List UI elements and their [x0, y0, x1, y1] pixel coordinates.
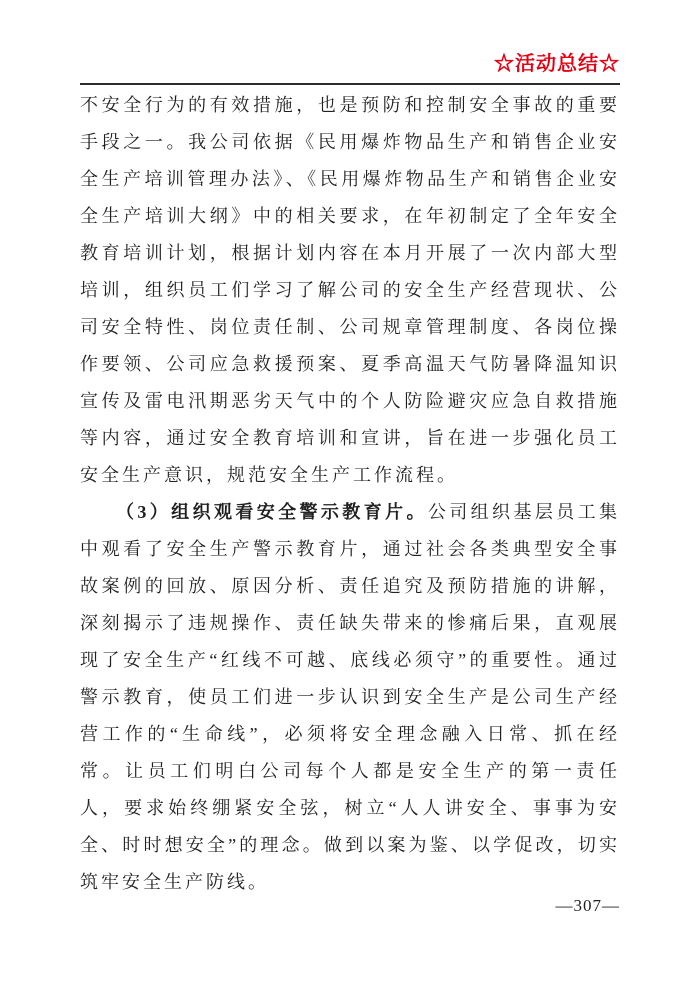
paragraph-2-text: 公司组织基层员工集中观看了安全生产警示教育片，通过社会各类典型安全事故案例的回放、原因分析、责任追究及预防措施的讲解，深刻揭示了违规操作、责任缺失带来的惨痛后果，直观展现了安全生产“红线不可越、底线必须守”的重要性。通过警示教育，使员工们进一步认识到安全生产是公司生产经营工作的“生命线”，必须将安全理念融入日常、抓在经常。让员工们明白公司每个人都是安全生产的第一责任人，要求始终绷紧安全弦，树立“人人讲安全、事事为安全、时时想安全”的理念。做到以案为鉴、以学促改，切实筑牢安全生产防线。 [80, 502, 621, 892]
page-number: —307— [555, 896, 620, 915]
content-area [80, 48, 620, 901]
page-header-title: ☆活动总结☆ [80, 48, 620, 85]
body-paragraph-1: 不安全行为的有效措施，也是预防和控制安全事故的重要手段之一。我公司依据《民用爆炸物品生产和销售企业安全生产培训管理办法》、《民用爆炸物品生产和销售企业安全生产培训大纲》中的相关要求，在年初制定了全年安全教育培训计划，根据计划内容在本月开展了一次内部大型培训，组织员工们学习了解公司的安全生产经营现状、公司安全特性、岗位责任制、公司规章管理制度、各岗位操作要领、公司应急救援预案、夏季高温天气防暑降温知识宣传及雷电汛期恶劣天气中的个人防险避灾应急自救措施等内容，通过安全教育培训和宣讲，旨在进一步强化员工安全生产意识，规范安全生产工作流程。 [80, 95, 620, 485]
document-body [80, 87, 620, 901]
body-paragraph-2 [80, 494, 620, 901]
paragraph-2-heading: （3）组织观看安全警示教育片。 [116, 502, 428, 522]
